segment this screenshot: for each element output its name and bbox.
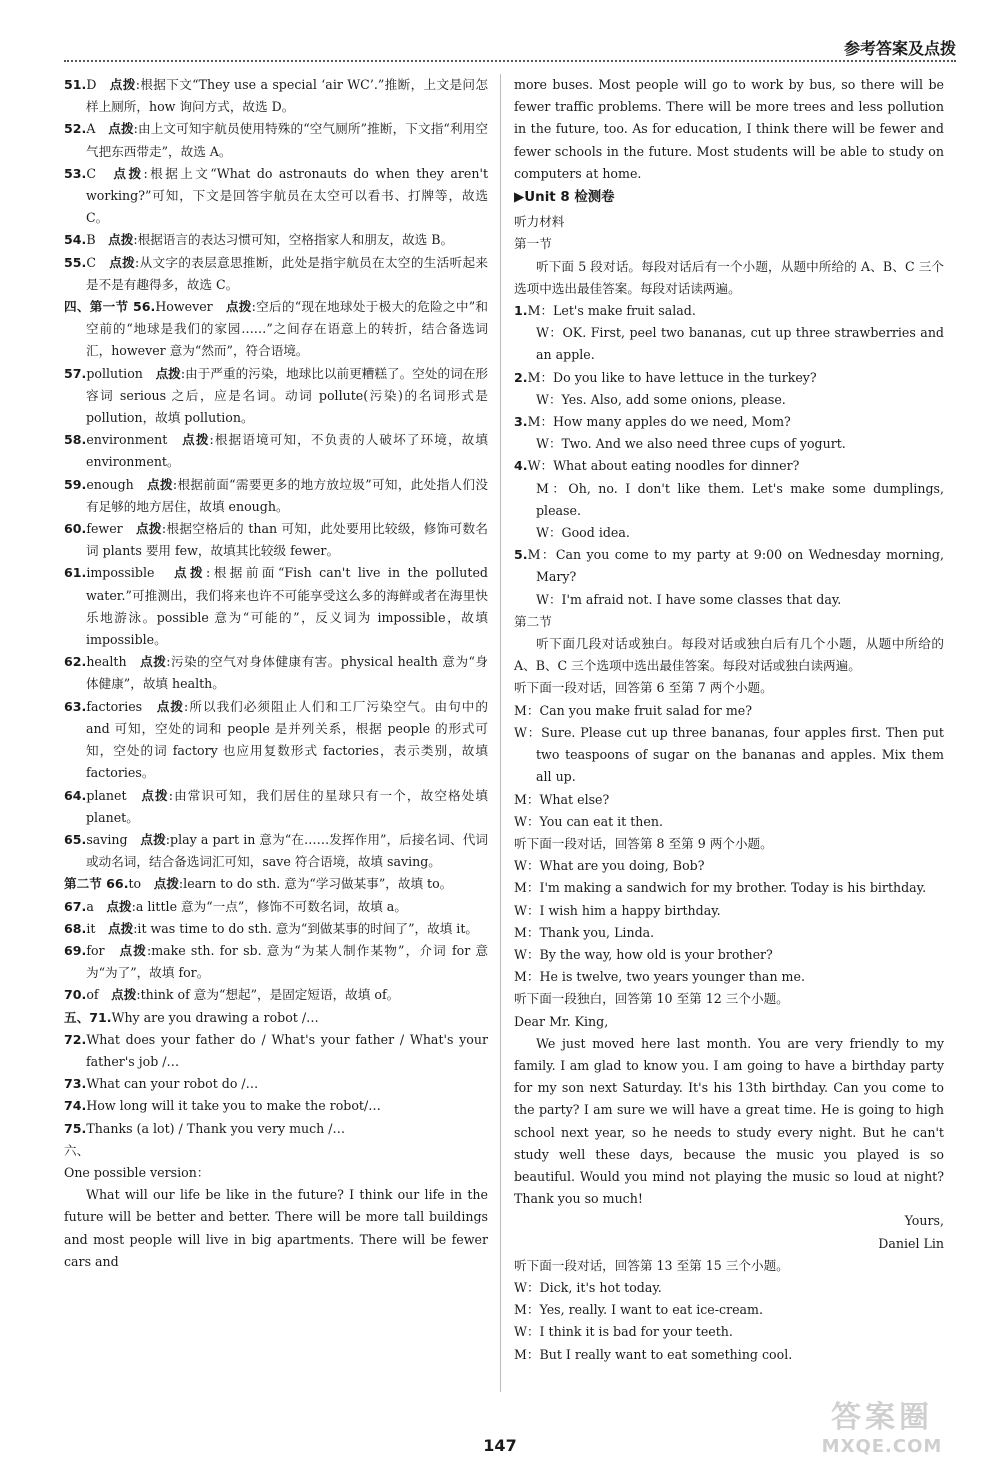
tip-label: 点拨 xyxy=(119,942,147,958)
tip-label: 点拨 xyxy=(108,232,134,248)
dialog-line xyxy=(514,522,944,544)
tip-text: :根据下文“They use a special ‘air WC’.”推断，上文是问怎样上厕所，how 询问方式，故选 D。 xyxy=(86,77,488,115)
answer-text: D xyxy=(86,77,110,92)
answer-number: 51. xyxy=(64,77,87,92)
answer-number: 69. xyxy=(64,942,87,958)
answer-text: What does your father do / What's your father / What's your father's job /… xyxy=(86,1031,488,1069)
tip-text: :由于严重的污染，地球比以前更糟糕了。空处的词在形容词 serious 之后，应是名词。动词 pollute(污染)的名词形式是 pollution，故填 pollution。 xyxy=(86,365,489,426)
tip-text: :a little 意为“一点”，修饰不可数名词，故填 a。 xyxy=(131,898,407,914)
answer-number: 61. xyxy=(64,565,87,581)
answer-text: to xyxy=(128,876,154,892)
answer-text: However xyxy=(155,299,226,315)
tip-text: :think of 意为“想起”，是固定短语，故填 of。 xyxy=(136,987,400,1003)
answer-text: environment xyxy=(86,432,183,448)
tip-text: :所以我们必须阻止人们和工厂污染空气。由句中的 and 可知，空处的词和 people 是并列关系，根据 people 的形式可知，空处的词 factory 也应用复数形式 factories，表示类别，故填 factories。 xyxy=(86,698,488,781)
answer-number: 57. xyxy=(64,365,87,381)
right-column xyxy=(514,74,944,1366)
dialog-line: W：By the way, how old is your brother? xyxy=(514,946,773,962)
sample-essay-continued: more buses. Most people will go to work by bus, so there will be fewer traffic problems. There will be more trees and less pollution in the future, too. As for education, I think there will be fewer and fewer schools in the future. Most students will be able to study on computers at home. xyxy=(514,77,944,181)
answer-number: 55. xyxy=(64,254,87,270)
answer-item xyxy=(64,1095,488,1117)
dialog-line: M：Yes, really. I want to eat ice-cream. xyxy=(514,1302,763,1318)
answer-number: 53. xyxy=(64,165,87,181)
answer-text: it xyxy=(86,920,108,936)
answer-number: 73. xyxy=(64,1076,87,1092)
answer-number: 68. xyxy=(64,920,87,936)
answer-number: 70. xyxy=(64,987,87,1003)
tip-text: :根据空格后的 than 可知，此处要用比较级，修饰可数名词 plants 要用 few，故填其比较级 fewer。 xyxy=(86,521,489,559)
tip-text: :根据语境可知，不负责的人破坏了环境，故填 environment。 xyxy=(86,432,488,470)
unit-heading: ▶Unit 8 检测卷 xyxy=(514,190,615,206)
answer-item xyxy=(64,363,488,430)
tip-label: 点拨 xyxy=(113,165,144,181)
left-column xyxy=(64,74,488,1273)
answer-text: B xyxy=(86,232,109,248)
dialog-text: M：How many apples do we need, Mom? xyxy=(527,414,791,430)
watermark-url: MXQE.COM xyxy=(821,1436,943,1457)
page-header xyxy=(64,36,956,62)
answer-text: How long will it take you to make the robot/… xyxy=(86,1098,381,1114)
answer-item xyxy=(64,562,488,651)
dialog-text: W：I'm afraid not. I have some classes that day. xyxy=(536,591,842,607)
answer-text: health xyxy=(86,654,141,670)
answer-item xyxy=(64,229,488,251)
dialog-line: M：He is twelve, two years younger than me. xyxy=(514,969,805,985)
dialog-line: W：Dick, it's hot today. xyxy=(514,1279,662,1295)
answer-number: 五、71. xyxy=(64,1009,112,1025)
tip-label: 点拨 xyxy=(156,698,185,714)
answer-text: pollution xyxy=(86,365,156,381)
answer-item xyxy=(64,296,488,363)
answer-text: impossible xyxy=(86,565,174,581)
answer-item xyxy=(64,918,488,940)
tip-label: 点拨 xyxy=(106,898,132,914)
dialog-line: M：What else? xyxy=(514,791,610,807)
answer-text: Why are you drawing a robot /… xyxy=(111,1009,319,1025)
answer-item xyxy=(64,252,488,296)
dialog-line: W：I think it is bad for your teeth. xyxy=(514,1324,733,1340)
answer-item xyxy=(64,518,488,562)
dialog-number: 5. xyxy=(514,547,528,563)
answer-item xyxy=(64,1007,488,1029)
answer-number: 63. xyxy=(64,698,87,714)
answer-item xyxy=(64,118,488,162)
dialog-line xyxy=(514,300,944,322)
answer-text: C xyxy=(86,254,110,270)
answer-number: 第二节 66. xyxy=(64,876,129,892)
dialog-line xyxy=(514,433,944,455)
page-number: 147 xyxy=(483,1436,517,1455)
tip-text: :由常识可知，我们居住的星球只有一个，故空格处填 planet。 xyxy=(86,787,489,825)
answer-number: 四、第一节 56. xyxy=(64,299,156,315)
tip-label: 点拨 xyxy=(153,876,179,892)
answer-item xyxy=(64,829,488,873)
answer-item xyxy=(64,984,488,1006)
section-one-instructions: 听下面 5 段对话。每段对话后有一个小题，从题中所给的 A、B、C 三个选项中选出最佳答案。每段对话读两遍。 xyxy=(514,258,944,296)
answer-number: 52. xyxy=(64,121,87,137)
tip-label: 点拨 xyxy=(141,787,169,803)
tip-text: :根据前面“Fish can't live in the polluted water.”可推测出，我们将来也许不可能享受这么多的海鲜或者在海里快乐地游泳。possible 意为“可能的”，反义词为 impossible，故填 impossible。 xyxy=(86,565,488,648)
tip-label: 点拨 xyxy=(109,77,136,92)
dialog-line xyxy=(514,367,944,389)
column-divider xyxy=(500,74,501,1392)
answer-number: 75. xyxy=(64,1120,87,1136)
dialog-instructions: 听下面一段对话，回答第 13 至第 15 三个小题。 xyxy=(514,1257,789,1273)
answer-text: a xyxy=(86,898,107,914)
answer-text: What can your robot do /… xyxy=(86,1076,259,1092)
answer-item xyxy=(64,651,488,695)
answer-number: 60. xyxy=(64,521,87,537)
dialog-number: 4. xyxy=(514,458,528,474)
answer-number: 64. xyxy=(64,787,87,803)
tip-text: :根据前面“需要更多的地方放垃圾”可知，此处指人们没有足够的地方居住，故填 enough。 xyxy=(86,476,489,514)
answer-item xyxy=(64,896,488,918)
tip-text: :make sth. for sb. 意为“为某人制作某物”，介词 for 意为“为了”，故填 for。 xyxy=(86,942,488,981)
answer-item xyxy=(64,940,488,984)
answer-item xyxy=(64,1118,488,1140)
answer-text: planet xyxy=(86,787,142,803)
answer-number: 59. xyxy=(64,476,87,492)
answer-text: C xyxy=(86,165,114,181)
section-one-label: 第一节 xyxy=(514,236,552,252)
dialog-line: M：Can you make fruit salad for me? xyxy=(514,702,752,718)
answer-item xyxy=(64,474,488,518)
watermark-logo xyxy=(782,1400,982,1464)
dialog-line: M：Thank you, Linda. xyxy=(514,924,655,940)
dialog-line xyxy=(514,478,944,522)
answer-number: 74. xyxy=(64,1098,87,1114)
dialog-line xyxy=(514,544,944,588)
watermark-text: 答案圈 xyxy=(831,1400,933,1435)
tip-label: 点拨 xyxy=(135,521,162,537)
dialog-line: W：You can eat it then. xyxy=(514,813,663,829)
tip-label: 点拨 xyxy=(108,121,134,137)
answer-item xyxy=(64,1073,488,1095)
answer-text: enough xyxy=(86,476,148,492)
answer-text: A xyxy=(86,121,109,137)
tip-text: :根据语言的表达习惯可知，空格指家人和朋友，故选 B。 xyxy=(133,232,454,248)
dialog-line: M：But I really want to eat something cool. xyxy=(514,1346,793,1362)
answer-number: 67. xyxy=(64,898,87,914)
tip-text: :污染的空气对身体健康有害。physical health 意为“身体健康”，故填 health。 xyxy=(86,654,489,692)
answer-item xyxy=(64,696,488,785)
answer-number: 72. xyxy=(64,1031,87,1047)
answer-text: saving xyxy=(86,831,141,847)
section-two-label: 第二节 xyxy=(514,613,552,629)
letter-body: We just moved here last month. You are very friendly to my family. I am glad to know you. I am going to have a birthday party for my son next Saturday. It's his 13th birthday. Can you come to the party? I am sure we will have a great time. He is going to high school next year, so he needs to study every night. But he can't study well these days, because the music you played is so beautiful. Would you mind not playing the music so loud at night? Thank you so much! xyxy=(514,1035,944,1207)
answer-item xyxy=(64,873,488,895)
monologue-instructions: 听下面一段独白，回答第 10 至第 12 三个小题。 xyxy=(514,991,789,1007)
tip-label: 点拨 xyxy=(155,365,181,381)
answer-text: Thanks (a lot) / Thank you very much /… xyxy=(86,1120,346,1136)
dialog-text: M：Let's make fruit salad. xyxy=(527,303,696,319)
answer-item xyxy=(64,785,488,829)
answer-item xyxy=(64,1029,488,1073)
answer-text: for xyxy=(86,942,120,958)
tip-label: 点拨 xyxy=(173,565,207,581)
tip-text: :learn to do sth. 意为“学习做某事”，故填 to。 xyxy=(178,876,453,892)
tip-text: :从文字的表层意思推断，此处是指宇航员在太空的生活听起来是不是有趣得多，故选 C。 xyxy=(86,254,489,292)
tip-label: 点拨 xyxy=(111,987,137,1003)
listening-heading: 听力材料 xyxy=(514,214,565,230)
answer-number: 54. xyxy=(64,232,87,248)
dialog-number: 1. xyxy=(514,303,528,319)
dialog-text: M：Can you come to my party at 9:00 on Wednesday morning, Mary? xyxy=(527,547,944,585)
answer-text: of xyxy=(86,987,112,1003)
tip-label: 点拨 xyxy=(140,831,166,847)
dialog-text: W：Good idea. xyxy=(536,525,630,541)
dialog-text: W：What about eating noodles for dinner? xyxy=(527,458,800,474)
answer-item xyxy=(64,163,488,230)
dialog-text: W：Two. And we also need three cups of yogurt. xyxy=(536,436,846,452)
dialog-instructions: 听下面一段对话，回答第 8 至第 9 两个小题。 xyxy=(514,835,773,851)
dialog-text: W：OK. First, peel two bananas, cut up three strawberries and an apple. xyxy=(536,325,944,363)
header-title: 参考答案及点拨 xyxy=(843,39,956,58)
answer-text: fewer xyxy=(86,521,136,537)
tip-label: 点拨 xyxy=(225,299,252,315)
dialog-line xyxy=(514,411,944,433)
letter-closing: Yours, xyxy=(904,1213,944,1229)
tip-label: 点拨 xyxy=(108,920,134,936)
letter-greeting: Dear Mr. King, xyxy=(514,1013,609,1029)
dialog-line: W：I wish him a happy birthday. xyxy=(514,902,721,918)
dialog-text: M：Oh, no. I don't like them. Let's make some dumplings, please. xyxy=(536,480,944,518)
dialog-line xyxy=(514,322,944,366)
tip-label: 点拨 xyxy=(182,432,210,448)
answer-item xyxy=(64,74,488,118)
tip-text: :it was time to do sth. 意为“到做某事的时间了”，故填 it。 xyxy=(133,920,478,936)
tip-text: :play a part in 意为“在……发挥作用”，后接名词、代词或动名词，结合备选词汇可知，save 符合语境，故填 saving。 xyxy=(86,831,488,870)
sample-essay: What will our life be like in the future? I think our life in the future will be better and better. There will be more tall buildings and most people will live in big apartments. There will be fewer cars and xyxy=(64,1187,488,1269)
tip-text: :根据上文“What do astronauts do when they aren't working?”可知，下文是回答宇航员在太空可以看书、打牌等，故选 C。 xyxy=(86,165,489,226)
dialog-number: 3. xyxy=(514,414,528,430)
answer-text: factories xyxy=(86,698,157,714)
dialog-text: M：Do you like to have lettuce in the turkey? xyxy=(527,369,817,385)
section-two-instructions: 听下面几段对话或独白。每段对话或独白后有几个小题，从题中所给的 A、B、C 三个选项中选出最佳答案。每段对话或独白读两遍。 xyxy=(514,636,944,674)
answer-number: 65. xyxy=(64,831,87,847)
sample-label: One possible version： xyxy=(64,1164,210,1180)
letter-signature: Daniel Lin xyxy=(878,1235,944,1251)
tip-text: :空后的“现在地球处于极大的危险之中”和空前的“地球是我们的家园……”之间存在语意上的转折，结合备选词汇，however 意为“然而”，符合语境。 xyxy=(86,299,489,359)
dialog-line xyxy=(514,389,944,411)
dialog-line xyxy=(514,589,944,611)
answer-item xyxy=(64,429,488,473)
dialog-line: W：What are you doing, Bob? xyxy=(514,858,705,874)
tip-label: 点拨 xyxy=(140,654,167,670)
tip-text: :由上文可知宇航员使用特殊的“空气厕所”推断，下文指“利用空气把东西带走”，故选 A。 xyxy=(86,121,488,159)
answer-number: 58. xyxy=(64,432,87,448)
dialog-line: M：I'm making a sandwich for my brother. Today is his birthday. xyxy=(514,880,927,896)
dialog-text: W：Yes. Also, add some onions, please. xyxy=(536,391,786,407)
dialog-number: 2. xyxy=(514,369,528,385)
answer-number: 62. xyxy=(64,654,87,670)
tip-label: 点拨 xyxy=(109,254,136,270)
section-six-label: 六、 xyxy=(64,1142,90,1158)
dialog-line: W：Sure. Please cut up three bananas, four apples first. Then put two teaspoons of sugar on the bananas and apples. Mix them all up. xyxy=(514,724,944,785)
dialog-line xyxy=(514,455,944,477)
tip-label: 点拨 xyxy=(147,476,173,492)
dialog-instructions: 听下面一段对话，回答第 6 至第 7 两个小题。 xyxy=(514,680,773,696)
